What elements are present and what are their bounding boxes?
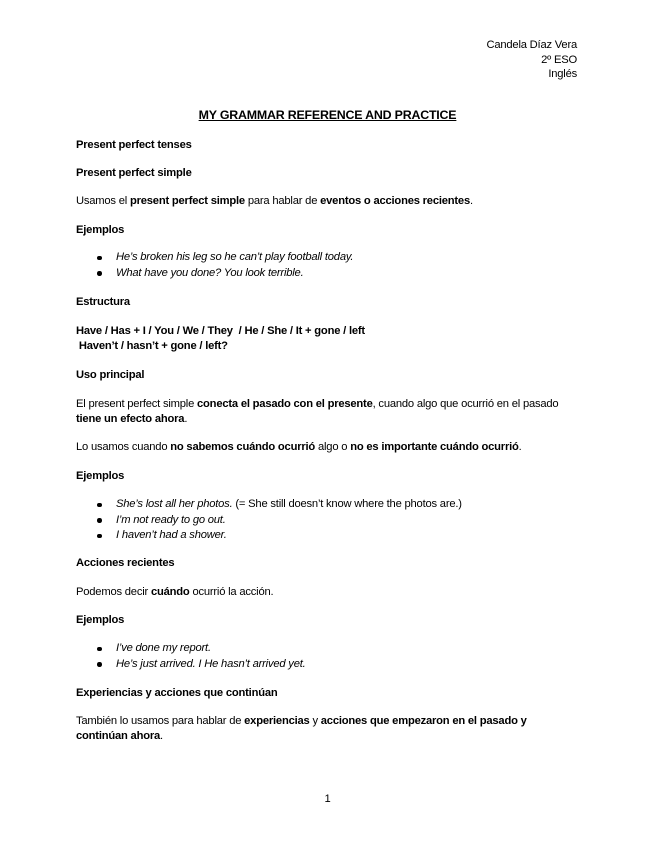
recent-text-1: Podemos decir xyxy=(76,586,151,598)
list-item xyxy=(76,497,581,513)
recent-actions-paragraph xyxy=(76,585,581,600)
example-text: I haven’t had a shower. xyxy=(116,529,227,541)
intro-paragraph xyxy=(76,194,581,209)
main-use-bold-4: no es importante cuándo ocurrió xyxy=(350,441,519,453)
intro-text-1: Usamos el xyxy=(76,195,130,207)
examples-list-3 xyxy=(76,641,581,672)
structure-line-2: Haven’t / hasn’t + gone / left? xyxy=(76,340,228,352)
heading-present-perfect-simple: Present perfect simple xyxy=(76,167,192,179)
main-use-text-3: . xyxy=(184,413,188,425)
example-text: He’s broken his leg so he can’t play football today. xyxy=(116,251,354,263)
list-item xyxy=(76,266,581,282)
heading-main-use: Uso principal xyxy=(76,369,145,381)
author-subject: Inglés xyxy=(548,68,577,80)
example-text: I’m not ready to go out. xyxy=(116,513,226,526)
heading-examples-1: Ejemplos xyxy=(76,224,125,236)
intro-text-2: para hablar de xyxy=(244,195,321,207)
recent-text-2: ocurrió la acción. xyxy=(189,586,274,598)
author-name: Candela Díaz Vera xyxy=(486,39,577,51)
main-use-bold-1: conecta el pasado con el presente xyxy=(197,398,373,410)
structure-line-1: Have / Has + I / You / We / They / He / She / It + gone / left xyxy=(76,325,365,337)
main-use-text-2: , cuando algo que ocurrió en el pasado xyxy=(372,398,559,410)
experiences-text-1: También lo usamos para hablar de xyxy=(76,715,245,727)
recent-bold-1: cuándo xyxy=(150,586,190,598)
heading-examples-2: Ejemplos xyxy=(76,470,125,482)
heading-structure: Estructura xyxy=(76,296,130,308)
list-item xyxy=(76,250,581,266)
main-use-text-6: . xyxy=(518,441,522,453)
experiences-bold-1: experiencias xyxy=(244,715,310,727)
author-grade: 2º ESO xyxy=(541,53,577,66)
heading-present-perfect-tenses: Present perfect tenses xyxy=(76,139,192,151)
heading-recent-actions: Acciones recientes xyxy=(76,557,175,569)
list-item xyxy=(76,513,581,529)
main-use-text-1: El present perfect simple xyxy=(76,398,198,410)
experiences-text-3: . xyxy=(160,730,163,742)
main-use-text-4: Lo usamos cuando xyxy=(76,441,171,453)
example-text: I’ve done my report. xyxy=(116,642,211,654)
example-explanation: (= She still doesn’t know where the photos are.) xyxy=(232,498,462,510)
list-item xyxy=(76,657,581,673)
document-title: MY GRAMMAR REFERENCE AND PRACTICE xyxy=(198,108,457,122)
main-use-text-5: algo o xyxy=(315,441,351,453)
main-use-paragraph-2 xyxy=(76,440,581,455)
example-text: She’s lost all her photos. xyxy=(116,498,233,510)
main-use-paragraph-1 xyxy=(76,397,581,427)
experiences-paragraph xyxy=(76,714,581,744)
list-item xyxy=(76,641,581,657)
list-item xyxy=(76,528,581,544)
examples-list-1 xyxy=(76,250,581,281)
main-use-bold-2: tiene un efecto ahora xyxy=(76,413,185,425)
intro-text-3: . xyxy=(469,195,473,207)
experiences-bold-2: acciones que empezaron en el pasado y continúan ahora xyxy=(76,715,527,742)
intro-bold-1: present perfect simple xyxy=(129,195,245,207)
heading-examples-3: Ejemplos xyxy=(76,614,125,626)
example-text: What have you done? You look terrible. xyxy=(116,266,304,279)
heading-experiences: Experiencias y acciones que continúan xyxy=(76,687,278,699)
experiences-text-2: y xyxy=(309,715,321,727)
intro-bold-2: eventos o acciones recientes xyxy=(320,195,470,207)
examples-list-2 xyxy=(76,497,581,544)
page-number: 1 xyxy=(324,793,331,805)
main-use-bold-3: no sabemos cuándo ocurrió xyxy=(170,441,316,453)
author-header xyxy=(486,38,577,82)
example-text: He’s just arrived. I He hasn’t arrived yet. xyxy=(116,657,306,670)
